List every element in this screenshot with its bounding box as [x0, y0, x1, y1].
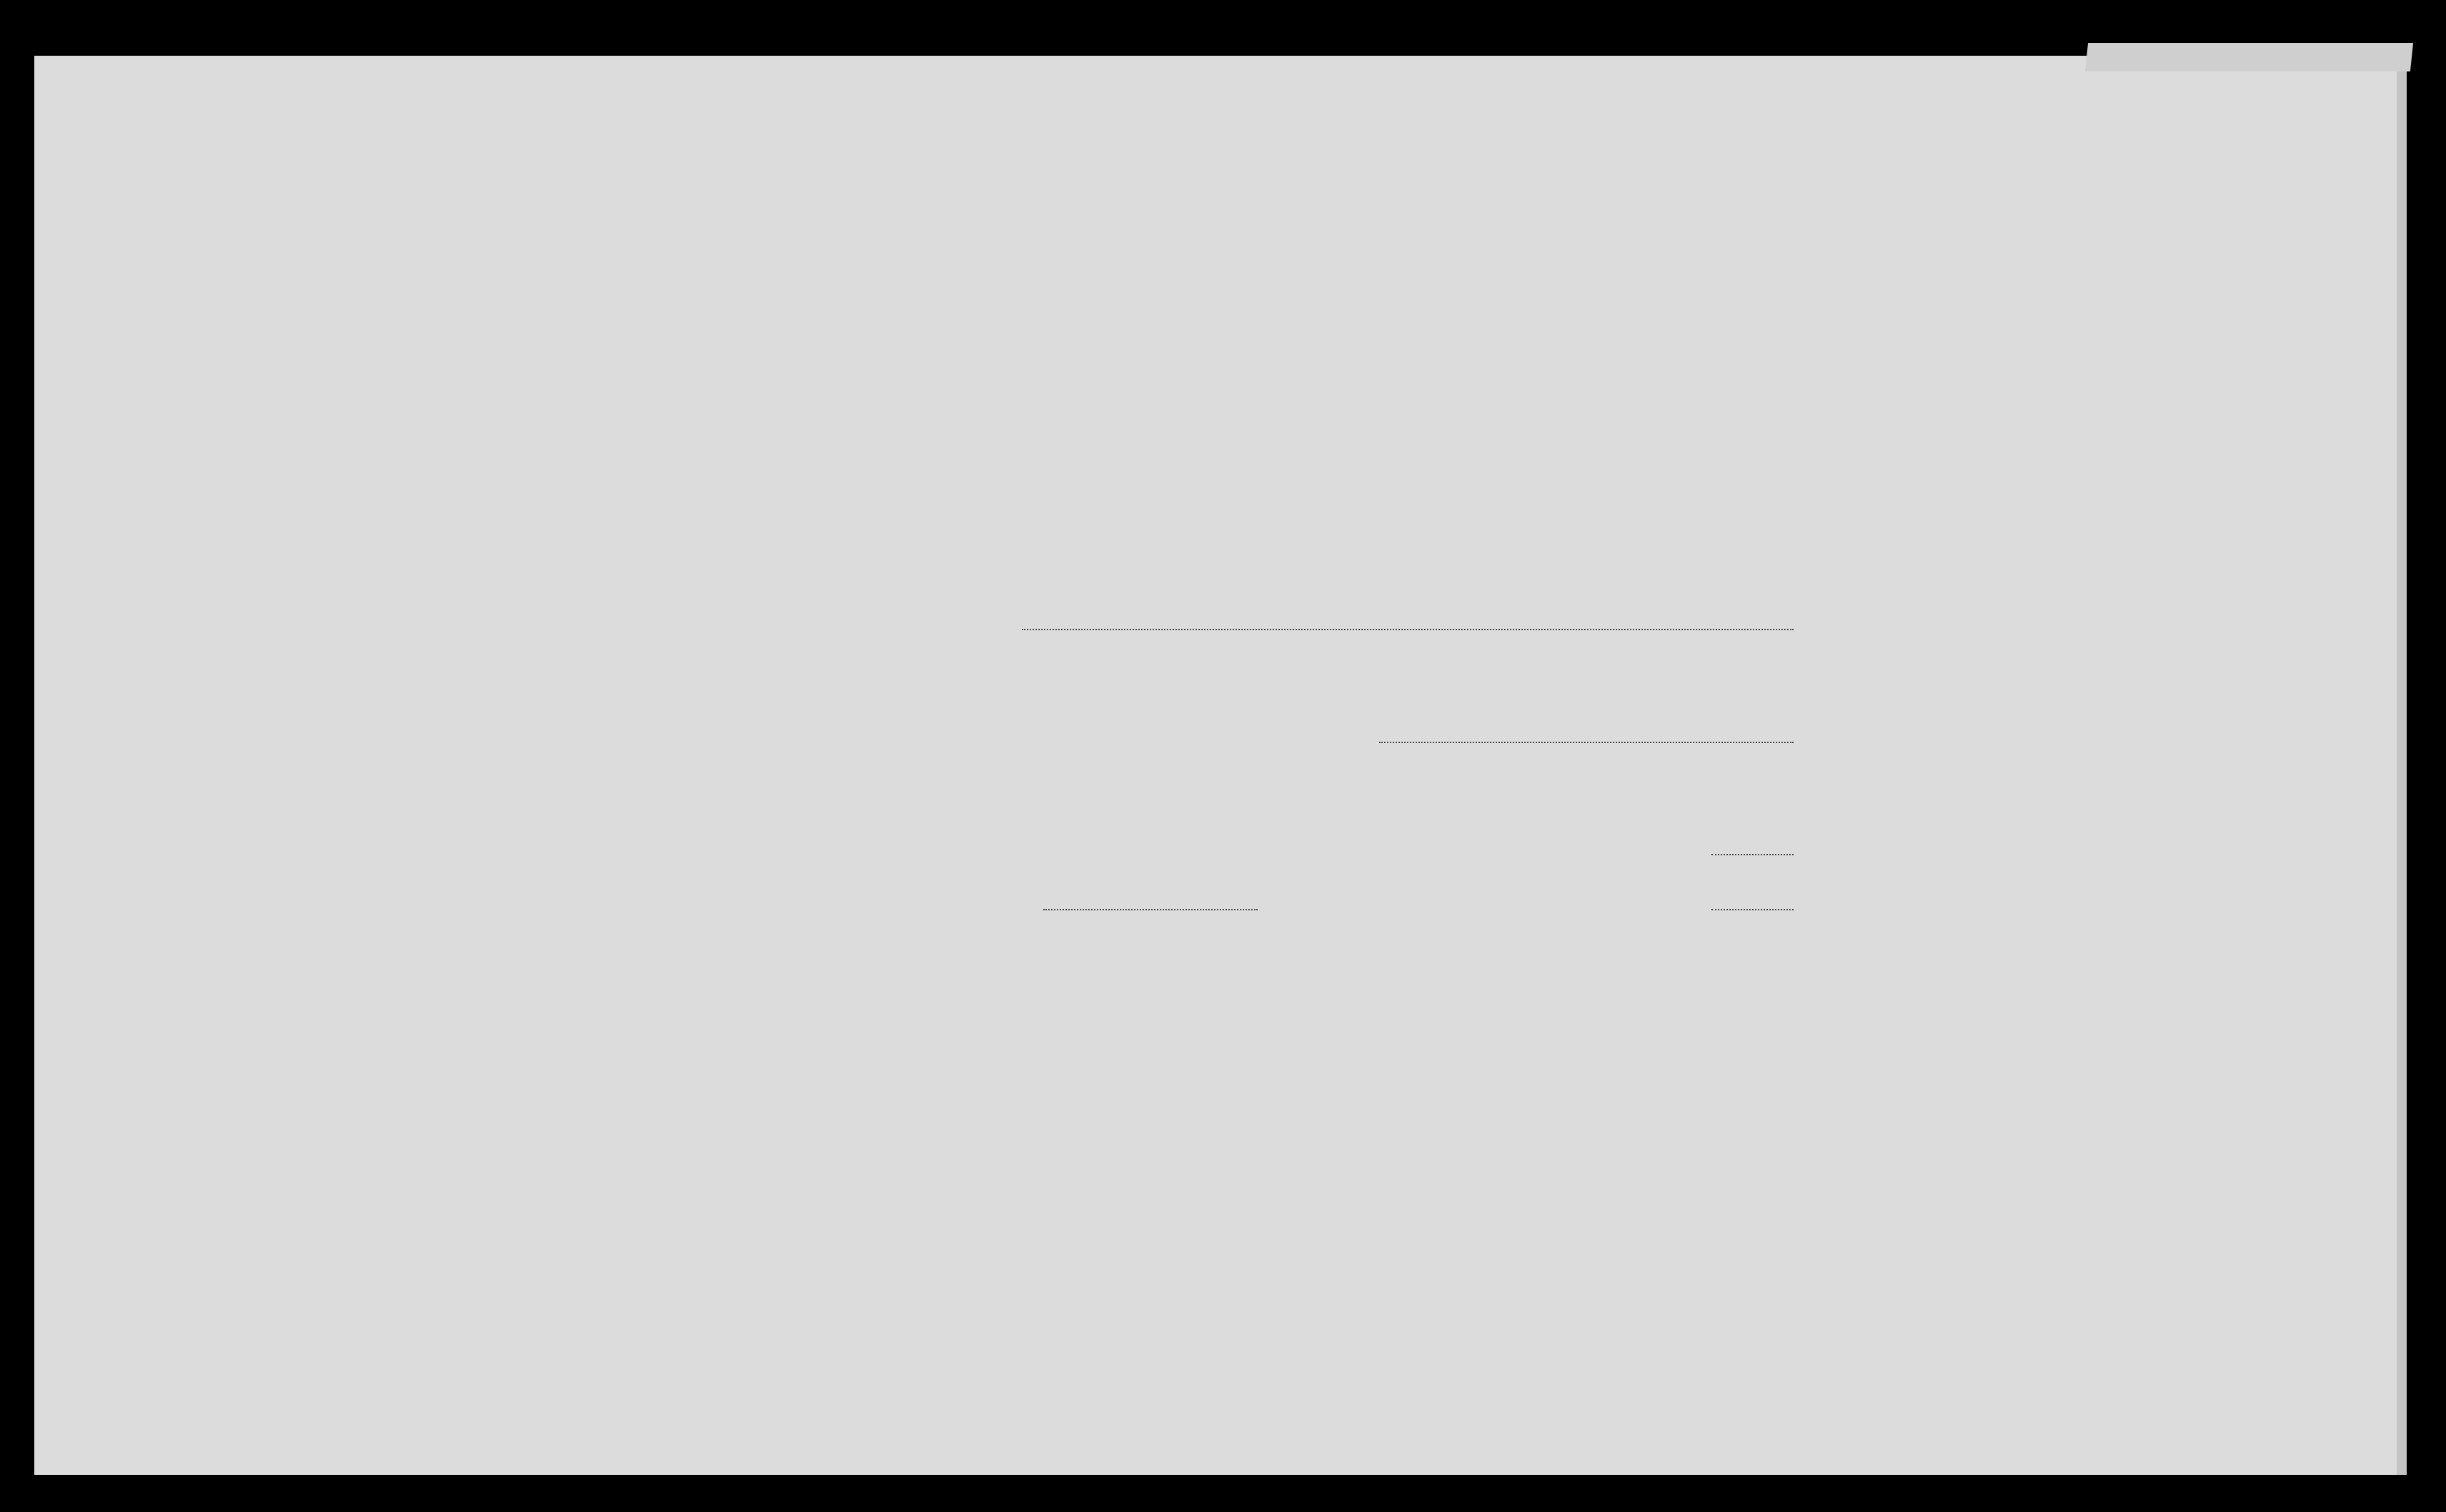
- population-title: [1826, 486, 1869, 922]
- group-nadel: [86, 1136, 129, 1250]
- group-vne: [71, 1258, 129, 1372]
- census-card: [34, 56, 2407, 1475]
- paper-edge: [2085, 43, 2413, 71]
